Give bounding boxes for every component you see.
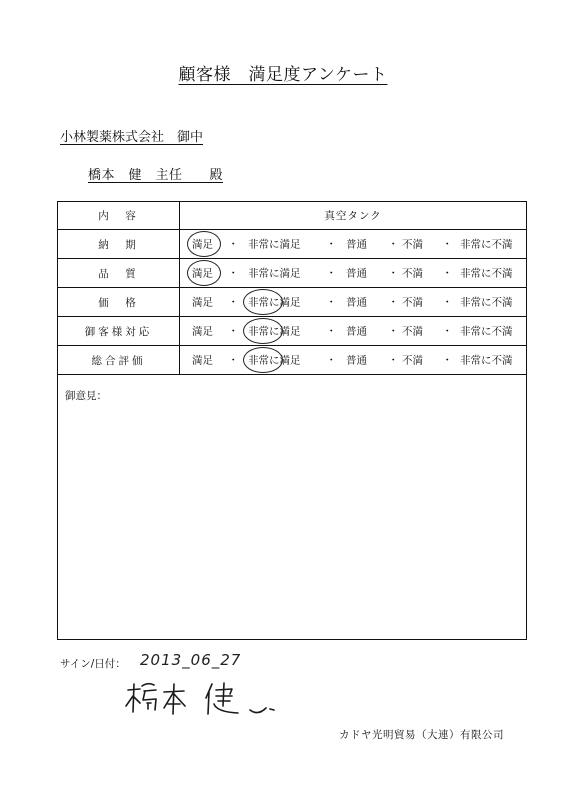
- option-separator: ・: [228, 354, 239, 367]
- rating-option: 不満: [402, 354, 423, 367]
- rating-option: 満足: [192, 296, 213, 309]
- rating-option: 普通: [346, 325, 367, 338]
- option-separator: ・: [442, 354, 453, 367]
- rating-options: [180, 230, 527, 259]
- option-separator: ・: [326, 354, 337, 367]
- rating-option: 満足: [192, 354, 213, 367]
- option-separator: ・: [388, 267, 399, 280]
- rating-option: 非常に不満: [460, 354, 513, 367]
- rating-option: 非常に満足: [248, 238, 301, 251]
- row-label: 御客様対応: [58, 317, 180, 346]
- rating-options: [180, 259, 527, 288]
- table-row: [58, 259, 526, 288]
- sign-date-label: サイン/日付：: [60, 658, 126, 670]
- row-label: 総合評価: [58, 346, 180, 375]
- rating-option: 非常に満足: [248, 296, 301, 309]
- option-separator: ・: [442, 325, 453, 338]
- survey-form: [57, 201, 527, 640]
- rating-option: 普通: [346, 238, 367, 251]
- rating-option: 非常に満足: [248, 267, 301, 280]
- option-separator: ・: [326, 238, 337, 251]
- option-separator: ・: [388, 354, 399, 367]
- rating-option: 普通: [346, 296, 367, 309]
- rating-option: 満足: [192, 325, 213, 338]
- rating-option: 満足: [192, 267, 213, 280]
- rating-option: 不満: [402, 267, 423, 280]
- header-category: 内 容: [58, 202, 180, 230]
- option-separator: ・: [442, 296, 453, 309]
- handwritten-date: 2013_06_27: [140, 651, 242, 669]
- table-row: [58, 346, 526, 375]
- option-separator: ・: [442, 238, 453, 251]
- rating-option: 不満: [402, 325, 423, 338]
- rating-option: 非常に満足: [248, 325, 301, 338]
- rating-options: [180, 317, 527, 346]
- option-separator: ・: [326, 325, 337, 338]
- recipient-person: 橋本 健 主任 殿: [88, 168, 224, 183]
- option-separator: ・: [228, 267, 239, 280]
- rating-option: 普通: [346, 354, 367, 367]
- table-header-row: [58, 202, 526, 230]
- rating-option: 非常に不満: [460, 325, 513, 338]
- table-row: [58, 288, 526, 317]
- row-label: 納 期: [58, 230, 180, 259]
- row-label: 品 質: [58, 259, 180, 288]
- header-product: 真空タンク: [180, 202, 527, 230]
- option-separator: ・: [442, 267, 453, 280]
- handwritten-signature: [120, 676, 290, 720]
- option-separator: ・: [228, 325, 239, 338]
- rating-option: 不満: [402, 296, 423, 309]
- rating-option: 非常に不満: [460, 267, 513, 280]
- survey-table: [58, 202, 526, 375]
- table-row: [58, 317, 526, 346]
- rating-option: 非常に不満: [460, 296, 513, 309]
- rating-option: 非常に不満: [460, 238, 513, 251]
- table-row: [58, 230, 526, 259]
- rating-option: 普通: [346, 267, 367, 280]
- issuer-company: カドヤ光明貿易（大連）有限公司: [339, 729, 504, 741]
- document-title: 顧客様 満足度アンケート: [178, 65, 388, 85]
- option-separator: ・: [228, 296, 239, 309]
- rating-option: 満足: [192, 238, 213, 251]
- rating-options: [180, 288, 527, 317]
- option-separator: ・: [326, 296, 337, 309]
- option-separator: ・: [228, 238, 239, 251]
- comments-label: 御意見：: [65, 390, 107, 402]
- rating-options: [180, 346, 527, 375]
- recipient-company: 小林製薬株式会社 御中: [60, 130, 204, 145]
- option-separator: ・: [388, 296, 399, 309]
- option-separator: ・: [388, 325, 399, 338]
- row-label: 価 格: [58, 288, 180, 317]
- rating-option: 不満: [402, 238, 423, 251]
- option-separator: ・: [388, 238, 399, 251]
- option-separator: ・: [326, 267, 337, 280]
- rating-option: 非常に満足: [248, 354, 301, 367]
